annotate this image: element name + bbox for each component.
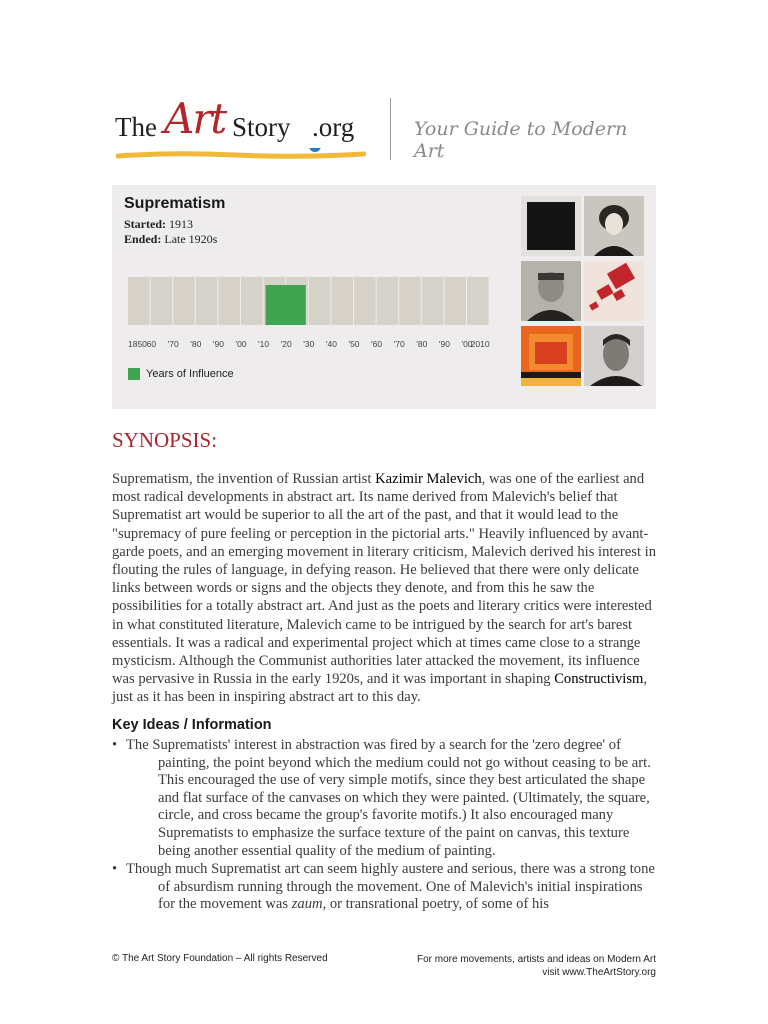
footer-more-info [417,953,656,979]
timeline-segment [331,277,353,325]
footer-line-2: visit www.TheArtStory.org [542,967,656,978]
timeline-segment [196,277,218,325]
header-divider [390,98,391,160]
timeline-segment [377,277,399,325]
logo-the-text: The [115,112,157,142]
bullet-emphasis: zaum [291,896,323,913]
legend-swatch [128,368,140,380]
timeline-tick-label: '70 [167,339,179,349]
timeline-segment [173,277,195,325]
timeline-tick-label: '60 [145,339,157,349]
timeline-tick-label: '60 [371,339,383,349]
timeline-segment [309,277,331,325]
synopsis-text-2: , was one of the earliest and most radical developments in abstract art. Its name derived from Malevich's belief that Suprematist art would be superior to all the art of the past, and that it would lead to the "supremacy of pure feeling or perception in the pictorial arts." Heavily influenced by avant-garde poets, and an emerging movement in literary criticism, Malevich derived his interest in flouting the rules of language, in defying reason. He believed that there were only delicate links between words or signs and the objects they denote, and from this he saw the possibilities for a totally abstract art. And just as the poets and literary critics were interested in what constituted literature, Malevich came to be intrigued by the search for art's barest essentials. It was a radical and experimental project which at times came close to a strange mysticism. Although the Communist authorities later attacked the movement, its influence was pervasive in Russia in the early 1920s, and it was important in shaping [112,471,656,688]
suprematist-composition-thumbnail[interactable] [584,261,644,321]
started-label: Started: [124,217,166,231]
timeline-tick-label: '80 [190,339,202,349]
timeline-segment [241,277,263,325]
bullet-marker: • [112,861,118,878]
timeline-segment [218,277,240,325]
orange-abstract-painting-thumbnail[interactable] [521,326,581,386]
timeline-segment [422,277,444,325]
ended-label: Ended: [124,232,162,246]
timeline-tick-label: '40 [325,339,337,349]
list-item [112,737,658,860]
started-line [124,217,193,232]
footer-copyright: © The Art Story Foundation – All rights Reserved [112,953,328,964]
bullet-text: , or transrational poetry, of some of his [322,896,549,913]
movement-summary-panel [112,185,656,409]
timeline-tick-label: '50 [348,339,360,349]
timeline-segment [128,277,150,325]
timeline-segment [444,277,466,325]
footer-line-1: For more movements, artists and ideas on Modern Art [417,954,656,965]
tagline: Your Guide to Modern Art [414,118,628,162]
timeline-segment [399,277,421,325]
timeline-tick-label: 1850 [128,339,147,349]
started-value: 1913 [169,217,193,231]
movement-title: Suprematism [124,195,226,212]
logo-art-text: Art [164,94,226,143]
timeline-tick-label: '10 [258,339,270,349]
timeline-tick-label: '00 [461,339,473,349]
kazimir-malevich-link[interactable]: Kazimir Malevich [375,471,482,487]
timeline-segment [151,277,173,325]
theartstory-logo[interactable] [112,92,372,164]
timeline-tick-label: '90 [438,339,450,349]
list-item [112,861,658,914]
key-ideas-list [112,737,658,915]
timeline-legend [128,368,234,380]
logo-org-text: .org [312,112,355,142]
man-portrait-thumbnail[interactable] [584,326,644,386]
timeline-segment [354,277,376,325]
timeline-tick-label: '90 [212,339,224,349]
synopsis-text-1: Suprematism, the invention of Russian artist [112,471,376,487]
timeline-tick-label: '80 [416,339,428,349]
logo-brushstroke-icon [116,148,366,162]
timeline-tick-label: '70 [393,339,405,349]
bullet-marker: • [112,737,118,753]
ended-value: Late 1920s [164,232,218,246]
synopsis-paragraph [112,470,658,707]
timeline-tick-label: '20 [280,339,292,349]
timeline-tick-label: '00 [235,339,247,349]
woman-portrait-thumbnail[interactable] [584,196,644,256]
legend-label: Years of Influence [146,368,234,380]
key-ideas-heading: Key Ideas / Information [112,717,272,733]
ended-line [124,232,217,247]
timeline-segment [467,277,489,325]
synopsis-heading: SYNOPSIS: [112,428,218,452]
black-square-painting-thumbnail[interactable] [521,196,581,256]
synopsis-text-3: , just as it has been in inspiring abstract art to this day. [112,671,648,706]
influence-timeline [128,277,508,357]
influence-bar [266,285,306,325]
timeline-tick-label: '30 [303,339,315,349]
bullet-text: Though much Suprematist art can seem highly austere and serious, there was a strong tone of absurdism running through the movement. One of Malevich's initial inspirations for the movement was [126,861,655,913]
page-header [112,92,657,164]
constructivism-link[interactable]: Constructivism [554,671,644,688]
bullet-text: The Suprematists' interest in abstraction was fired by a search for the 'zero degree' of painting, the point beyond which the medium could not go without ceasing to be art. This encouraged the use of very simple motifs, since they best articulated the shape and flat surface of the canvases on which they were painted. (Ultimately, the square, circle, and cross became the group's favorite motifs.) It also encouraged many Suprematists to emphasize the surface texture of the paint on canvas, this texture being another essential quality of the medium of painting. [126,737,651,859]
malevich-portrait-thumbnail[interactable] [521,261,581,321]
logo-story-text: Story [232,112,291,142]
timeline-tick-label: 2010 [470,339,490,349]
